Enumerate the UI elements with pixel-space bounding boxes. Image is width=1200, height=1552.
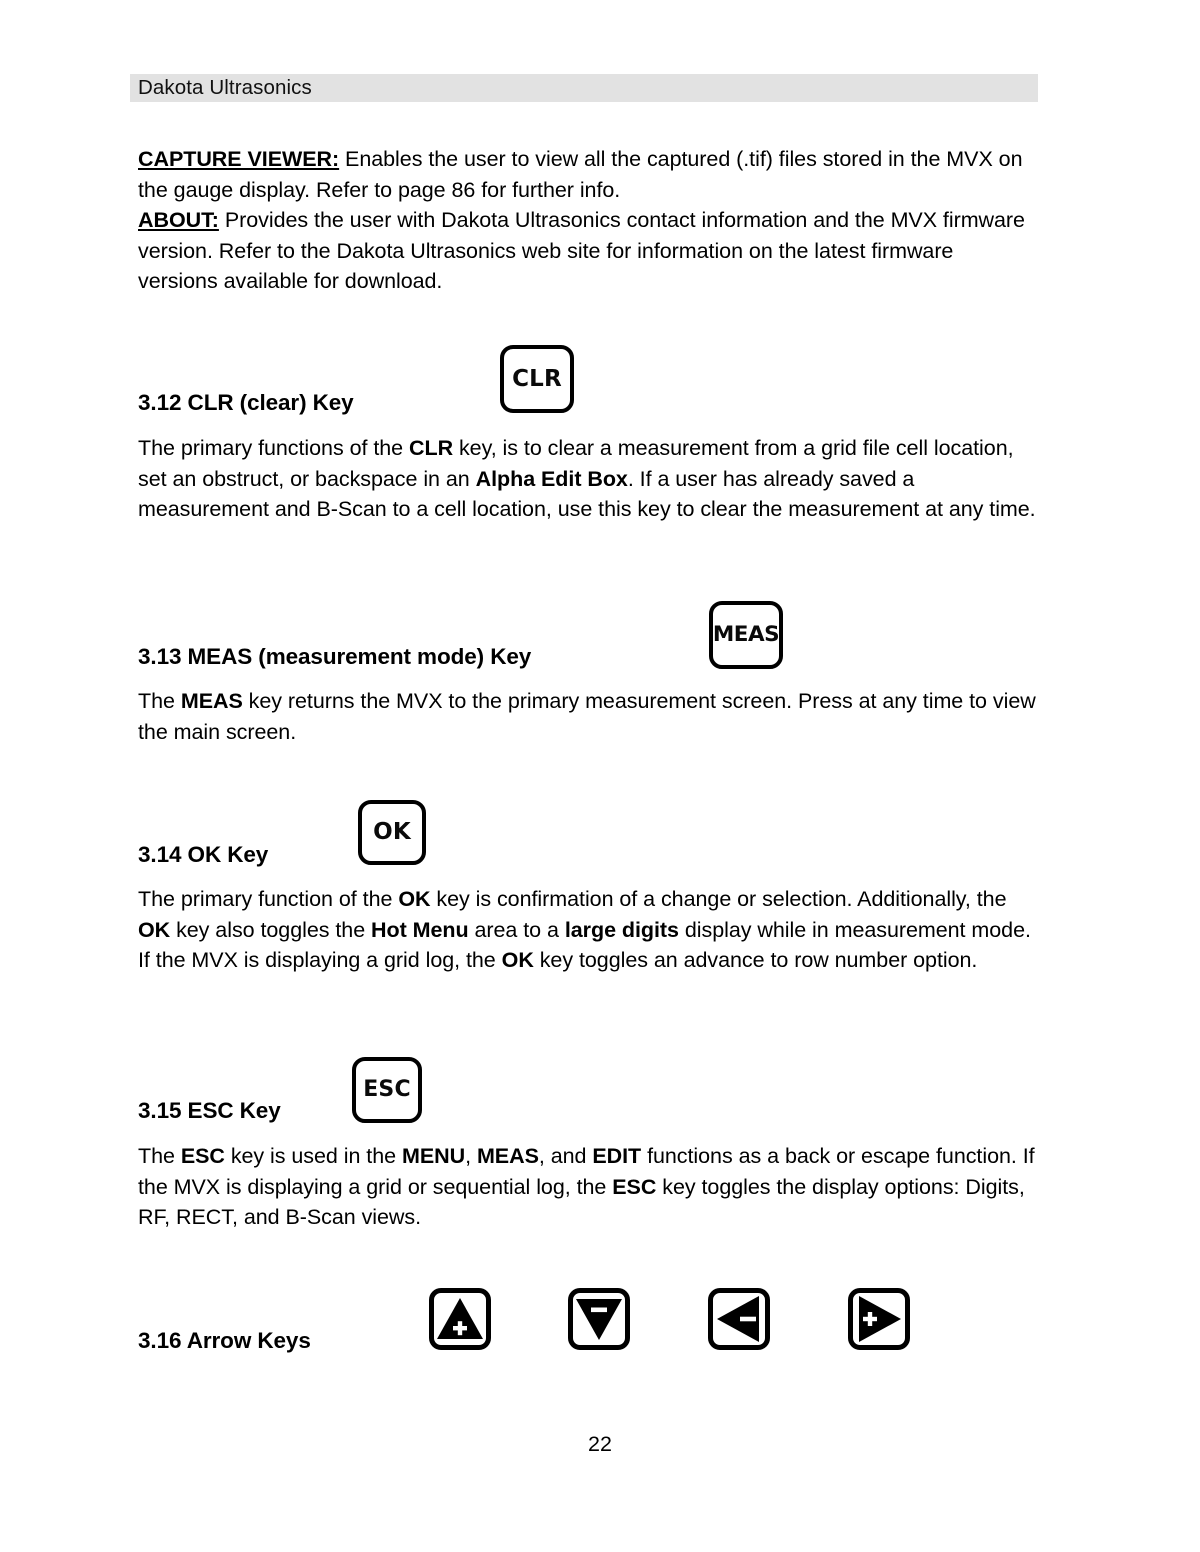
- clr-text-3: . If a user has already saved a measurement and B-Scan to a cell location, use this key to clear the measurement at any time.: [138, 466, 1036, 521]
- page-number: 22: [588, 1432, 612, 1456]
- clr-key-icon: [500, 345, 574, 413]
- ok-text-4: area to a: [468, 917, 565, 942]
- meas-key-icon: [709, 601, 783, 669]
- esc-text-5: functions as a back or escape function. If the MVX is displaying a grid or sequential log, the: [138, 1144, 1035, 1199]
- paragraph-meas: [138, 686, 1036, 747]
- clr-bold-1: CLR: [409, 436, 454, 460]
- esc-text-1: The: [138, 1144, 181, 1168]
- ok-key-icon: [358, 800, 426, 865]
- right-arrow-icon: [853, 1293, 905, 1345]
- ok-text-1: The primary function of the: [138, 887, 399, 911]
- paragraph-ok: [138, 884, 1036, 976]
- ok-bold-4: large digits: [564, 917, 679, 942]
- ok-key-icon-label: OK: [373, 819, 411, 845]
- esc-bold-5: ESC: [612, 1174, 657, 1199]
- up-arrow-icon: [434, 1293, 486, 1345]
- heading-ok-key: 3.14 OK Key: [138, 842, 269, 867]
- up-arrow-key-icon: [429, 1288, 491, 1350]
- esc-text-2: key is used in the: [224, 1144, 402, 1168]
- clr-key-icon-label: CLR: [512, 365, 562, 392]
- esc-text-4: , and: [538, 1144, 593, 1168]
- heading-esc-key: 3.15 ESC Key: [138, 1098, 281, 1123]
- right-arrow-key-icon: [848, 1288, 910, 1350]
- paragraph-about-body: Provides the user with Dakota Ultrasonics contact information and the MVX firmware version. Refer to the Dakota Ultrasonics web site for information on the latest firmware versions available for download.: [138, 208, 1025, 293]
- esc-text-3: ,: [465, 1144, 477, 1168]
- meas-text-1: The: [138, 689, 181, 713]
- left-arrow-icon: [713, 1293, 765, 1345]
- esc-bold-2: MENU: [401, 1144, 466, 1168]
- esc-key-icon: [352, 1057, 422, 1123]
- ok-bold-1: OK: [398, 887, 431, 911]
- esc-text-6: key toggles the display options: Digits, RF, RECT, and B-Scan views.: [138, 1174, 1025, 1229]
- esc-bold-3: MEAS: [476, 1144, 539, 1168]
- paragraph-capture-viewer: [138, 144, 1036, 205]
- ok-bold-5: OK: [501, 948, 534, 972]
- heading-clr-key: 3.12 CLR (clear) Key: [138, 390, 354, 415]
- esc-bold-4: EDIT: [592, 1144, 642, 1168]
- ok-bold-2: OK: [138, 917, 171, 942]
- down-arrow-icon: [573, 1293, 625, 1345]
- heading-arrow-keys: 3.16 Arrow Keys: [138, 1328, 311, 1353]
- ok-text-5: display while in measurement mode. If the MVX is displaying a grid log, the: [138, 917, 1031, 972]
- paragraph-esc: [138, 1141, 1036, 1233]
- ok-text-2: key is confirmation of a change or selection. Additionally, the: [430, 887, 1007, 911]
- clr-text-1: The primary functions of the: [138, 436, 410, 460]
- down-arrow-key-icon: [568, 1288, 630, 1350]
- meas-bold-1: MEAS: [180, 689, 243, 713]
- heading-meas-key: 3.13 MEAS (measurement mode) Key: [138, 644, 532, 669]
- ok-bold-3: Hot Menu: [371, 917, 469, 942]
- paragraph-about: [138, 205, 1036, 297]
- esc-key-icon-label: ESC: [363, 1077, 411, 1102]
- ok-text-6: key toggles an advance to row number option.: [533, 948, 978, 972]
- clr-bold-2: Alpha Edit Box: [475, 466, 628, 491]
- meas-key-icon-label: MEAS: [712, 622, 780, 648]
- ok-text-3: key also toggles the: [170, 917, 372, 942]
- esc-bold-1: ESC: [180, 1144, 225, 1168]
- term-capture-viewer: CAPTURE VIEWER:: [138, 147, 340, 171]
- clr-text-2: key, is to clear a measurement from a grid file cell location, set an obstruct, or backspace in an: [138, 436, 1014, 491]
- paragraph-capture-viewer-body: Enables the user to view all the captured (.tif) files stored in the MVX on the gauge display. Refer to page 86 for further info.: [138, 147, 1023, 202]
- term-about: ABOUT:: [138, 208, 219, 232]
- header-title: Dakota Ultrasonics: [138, 76, 312, 99]
- meas-text-2: key returns the MVX to the primary measurement screen. Press at any time to view the main screen.: [138, 689, 1036, 744]
- paragraph-clr: [138, 433, 1036, 525]
- left-arrow-key-icon: [708, 1288, 770, 1350]
